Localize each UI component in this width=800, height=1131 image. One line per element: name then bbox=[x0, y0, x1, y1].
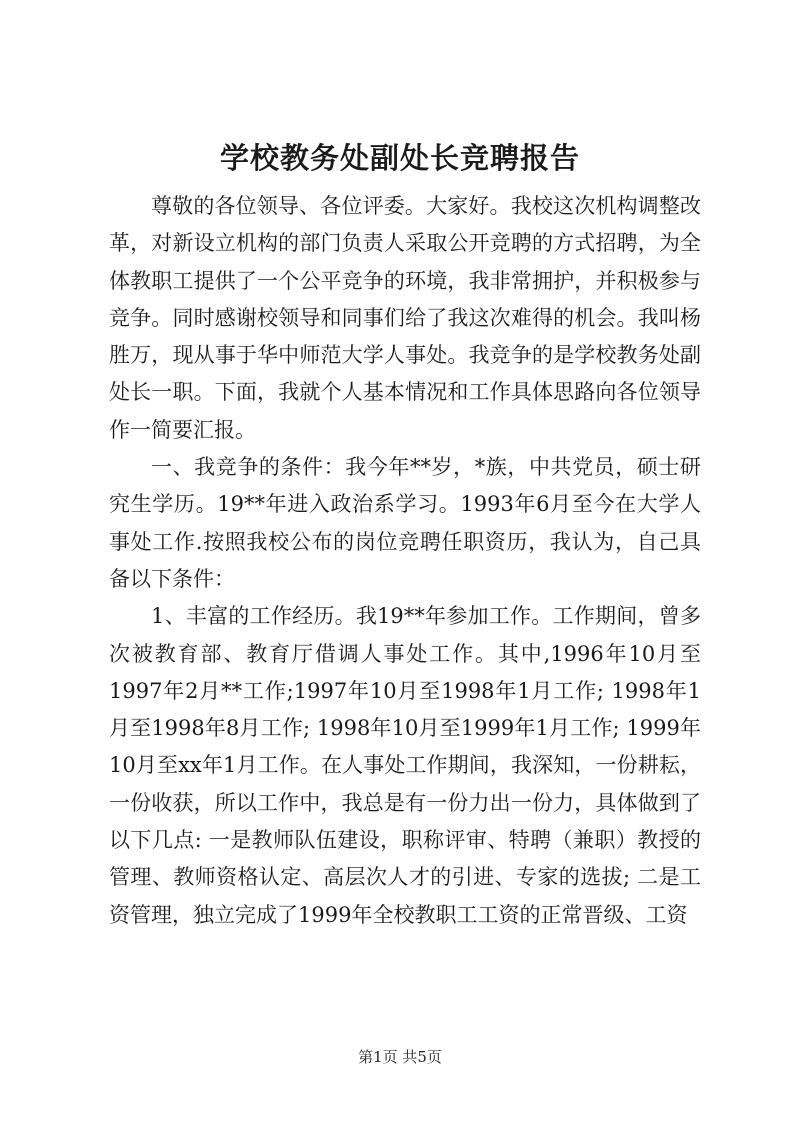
page-footer: 第1页 共5页 bbox=[358, 1048, 442, 1066]
paragraph-conditions: 一、我竞争的条件：我今年**岁，*族，中共党员，硕士研究生学历。19**年进入政治系学习。1993年6月至今在大学人事处工作.按照我校公布的岗位竞聘任职资历，我认为，自己具备以下条件： bbox=[109, 455, 701, 591]
paragraph-greeting: 尊敬的各位领导、各位评委。大家好。我校这次机构调整改革，对新设立机构的部门负责人采取公开竞聘的方式招聘，为全体教职工提供了一个公平竞争的环境，我非常拥护，并积极参与竞争。同时感谢校领导和同事们给了我这次难得的机会。我叫杨胜万，现从事于华中师范大学人事处。我竞争的是学校教务处副处长一职。下面，我就个人基本情况和工作具体思路向各位领导作一简要汇报。 bbox=[109, 194, 701, 442]
document-body bbox=[109, 188, 701, 934]
page-title: 学校教务处副处长竞聘报告 bbox=[219, 141, 580, 175]
paragraph-experience: 1、丰富的工作经历。我19**年参加工作。工作期间，曾多次被教育部、教育厅借调人事处工作。其中,1996年10月至1997年2月**工作;1997年10月至1998年1月工作; 1998年1月至1998年8月工作; 1998年10月至1999年1月工作; 1999年10月至xx年1月工作。在人事处工作期间，我深知，一份耕耘，一份收获，所以工作中，我总是有一份力出一份力，具体做到了以下几点: 一是教师队伍建设，职称评审、特聘（兼职）教授的管理、教师资格认定、高层次人才的引进、专家的选拔; 二是工资管理，独立完成了1999年全校教职工工资的正常晋级、工资 bbox=[109, 604, 701, 927]
